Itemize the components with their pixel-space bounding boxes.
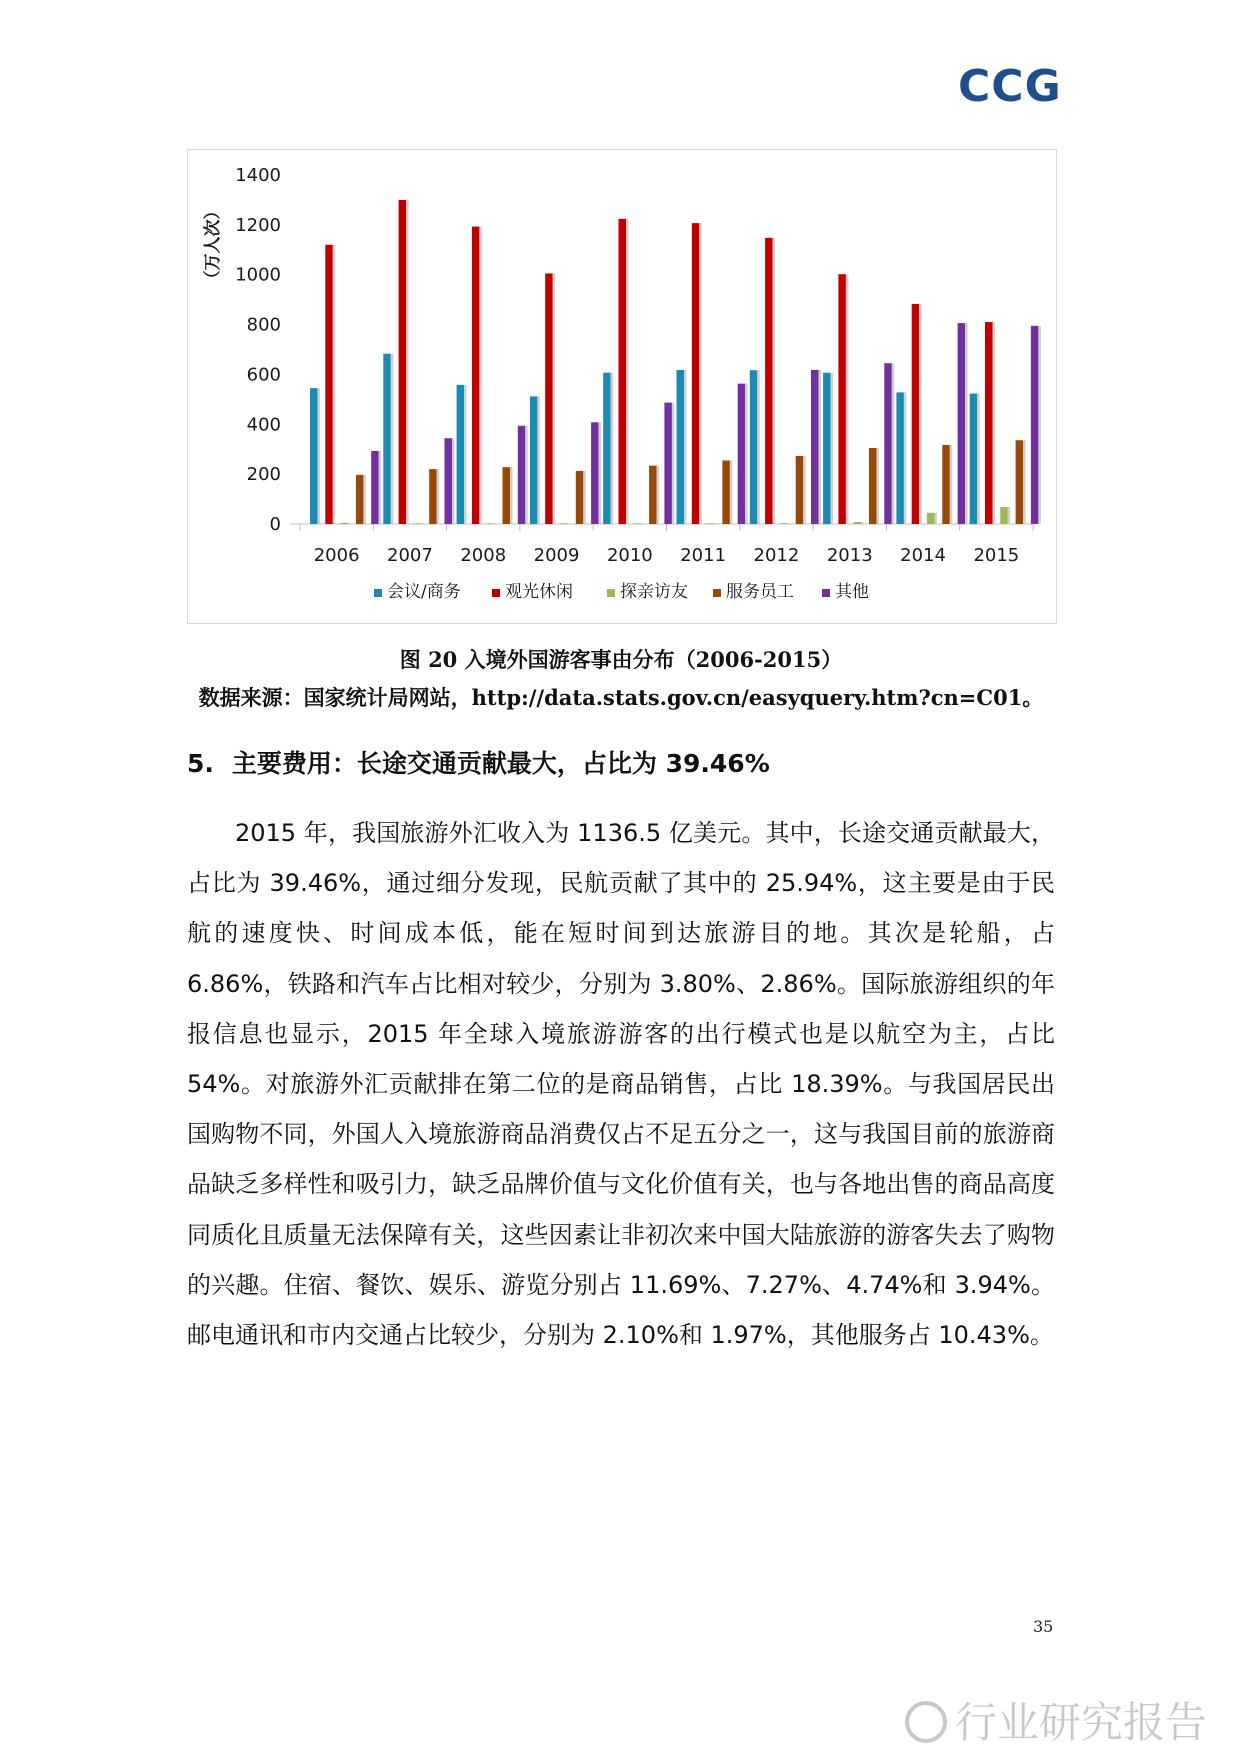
x-tick-label: 2014: [900, 545, 946, 566]
x-tick-label: 2011: [680, 545, 727, 566]
legend-label: 会议/商务: [387, 582, 461, 602]
bar-shadow: [363, 475, 366, 524]
bar: [912, 304, 920, 524]
bar-shadow: [568, 523, 571, 524]
bar-shadow: [819, 370, 822, 524]
bar: [576, 471, 584, 524]
bar-shadow: [672, 403, 675, 524]
bar: [371, 451, 379, 524]
bar: [738, 384, 746, 524]
bar: [896, 392, 904, 524]
figure-close: ）: [821, 648, 843, 672]
legend-label: 其他: [835, 582, 869, 602]
legend-label: 探亲访友: [620, 582, 688, 602]
source-caption: [187, 682, 1055, 712]
bar-shadow: [421, 523, 424, 524]
source-label: 数据来源：国家统计局网站，: [198, 686, 472, 710]
legend-swatch: [374, 589, 382, 597]
bar: [341, 523, 349, 524]
bar: [399, 200, 407, 524]
bar: [664, 403, 672, 524]
bar-shadow: [348, 523, 351, 524]
bar: [722, 460, 730, 524]
y-tick-label: 1000: [235, 264, 281, 286]
y-tick-label: 400: [246, 414, 281, 436]
bar: [530, 396, 538, 524]
bar: [942, 445, 950, 524]
bar-shadow: [788, 523, 791, 524]
bar-shadow: [495, 523, 498, 524]
bar: [503, 467, 511, 524]
figure-prefix: 图: [399, 648, 429, 672]
figure-number: 20: [428, 647, 458, 672]
bar-shadow: [993, 322, 996, 524]
bar-shadow: [684, 370, 687, 524]
bar-shadow: [379, 451, 382, 524]
x-tick-label: 2015: [973, 545, 1020, 566]
bar: [1016, 440, 1024, 524]
bar: [970, 394, 978, 524]
watermark-text: 行业研究报告: [955, 1698, 1208, 1747]
x-tick-label: 2006: [313, 545, 360, 566]
figure-title: 入境外国游客事由分布（: [457, 648, 696, 672]
bar-shadow: [537, 396, 540, 524]
bar-shadow: [877, 448, 880, 524]
bar: [1000, 507, 1008, 524]
section-number: 5.: [187, 749, 214, 778]
x-tick-label: 2009: [533, 545, 580, 566]
bar-shadow: [803, 456, 806, 524]
body-paragraph: 2015 年，我国旅游外汇收入为 1136.5 亿美元。其中，长途交通贡献最大，占比为 39.46%，通过细分发现，民航贡献了其中的 25.94%，这主要是由于民航的速度快、时间成本低，能在短时间到达旅游目的地。其次是轮船，占 6.86%，铁路和汽车占比相对较少，分别为 3.80%、2.86%。国际旅游组织的年报信息也显示，2015 年全球入境旅游游客的出行模式也是以航空为主，占比 54%。对旅游外汇贡献排在第二位的是商品销售，占比 18.39%。与我国居民出国购物不同，外国人入境旅游商品消费仅占不足五分之一，这与我国目前的旅游商品缺乏多样性和吸引力，缺乏品牌价值与文化价值有关，也与各地出售的商品高度同质化且质量无法保障有关，这些因素让非初次来中国大陆旅游的游客失去了购物的兴趣。住宿、餐饮、娱乐、游览分别占 11.69%、7.27%、4.74%和 3.94%。邮电通讯和市内交通占比较少，分别为 2.10%和 1.97%，其他服务占 10.43%。: [187, 819, 1055, 1350]
bar: [310, 388, 318, 524]
legend-swatch: [492, 589, 500, 597]
bar-shadow: [479, 227, 482, 524]
bar-shadow: [626, 219, 629, 524]
legend-swatch: [713, 589, 721, 597]
bar: [677, 370, 685, 524]
bar: [472, 227, 480, 524]
bar: [545, 273, 553, 524]
x-tick-label: 2008: [460, 545, 507, 566]
bar-shadow: [699, 223, 702, 524]
x-tick-label: 2012: [753, 545, 800, 566]
ccg-logo: CCG: [958, 61, 1062, 112]
bar-shadow: [437, 469, 440, 524]
figure-years: 2006-2015: [695, 647, 822, 672]
bar: [445, 438, 453, 524]
bar-shadow: [641, 523, 644, 524]
bar-shadow: [452, 438, 455, 524]
bar: [811, 370, 819, 524]
bar-shadow: [406, 200, 409, 524]
y-tick-label: 0: [269, 514, 281, 535]
bar: [692, 223, 700, 524]
y-tick-label: 600: [246, 364, 281, 386]
bar-shadow: [333, 245, 336, 524]
section-heading: [187, 744, 1067, 780]
source-end: 。: [1022, 686, 1044, 710]
bar: [356, 475, 364, 524]
bar: [634, 523, 642, 524]
legend-swatch: [607, 589, 615, 597]
bar: [603, 373, 611, 524]
x-tick-label: 2007: [387, 545, 433, 566]
bar-shadow: [965, 323, 968, 524]
bar-shadow: [935, 513, 938, 524]
bar-shadow: [525, 426, 528, 524]
y-tick-label: 200: [246, 464, 281, 486]
bar-shadow: [919, 304, 922, 524]
y-tick-label: 1200: [235, 214, 281, 236]
source-url: http://data.stats.gov.cn/easyquery.htm?cn=C01: [471, 685, 1023, 710]
y-axis-label: （万人次）: [203, 202, 223, 288]
bar: [457, 385, 465, 524]
page-number: 35: [1033, 1617, 1054, 1636]
bar: [383, 354, 391, 524]
bar-shadow: [510, 467, 513, 524]
bar: [619, 219, 627, 524]
bar: [591, 422, 599, 524]
bar: [884, 363, 892, 524]
bar: [414, 523, 422, 524]
bar-shadow: [599, 422, 602, 524]
bar-shadow: [657, 466, 660, 524]
bar: [958, 323, 966, 524]
bar-shadow: [757, 370, 760, 524]
bar: [325, 245, 333, 524]
y-tick-label: 800: [246, 314, 281, 336]
bar-shadow: [831, 373, 834, 524]
bar-shadow: [1038, 326, 1041, 524]
bar: [1031, 326, 1039, 524]
bar-shadow: [583, 471, 586, 524]
bar-shadow: [745, 384, 748, 524]
bar: [765, 238, 773, 524]
bar: [985, 322, 993, 524]
bar-shadow: [861, 522, 864, 524]
bar: [518, 426, 526, 524]
bar-shadow: [611, 373, 614, 524]
chart-svg: [188, 150, 1056, 623]
bar: [649, 466, 657, 524]
bar-shadow: [553, 273, 556, 524]
bar: [823, 373, 831, 524]
bar-shadow: [464, 385, 467, 524]
bar: [869, 448, 877, 524]
bar-shadow: [904, 392, 907, 524]
legend-swatch: [822, 589, 830, 597]
bar-shadow: [977, 394, 980, 524]
zhihu-like-icon: [905, 1701, 947, 1743]
bar: [707, 523, 715, 524]
bar-shadow: [730, 460, 733, 524]
bar-shadow: [950, 445, 953, 524]
figure-caption: [187, 644, 1055, 674]
watermark: [905, 1690, 1207, 1750]
bar-chart: [187, 149, 1057, 624]
bar-shadow: [1023, 440, 1026, 524]
bar-shadow: [892, 363, 895, 524]
bar: [487, 523, 495, 524]
legend-label: 观光休闲: [505, 582, 573, 602]
bar: [796, 456, 804, 524]
legend-label: 服务员工: [726, 582, 794, 602]
bar: [750, 370, 758, 524]
bar-shadow: [715, 523, 718, 524]
bar-shadow: [773, 238, 776, 524]
bar: [561, 523, 569, 524]
x-tick-label: 2010: [606, 545, 653, 566]
bar: [429, 469, 437, 524]
y-tick-label: 1400: [235, 165, 281, 186]
bar: [854, 522, 862, 524]
bar-shadow: [846, 274, 849, 524]
bar-shadow: [1008, 507, 1011, 524]
bar: [838, 274, 846, 524]
bar: [780, 523, 788, 524]
bar-shadow: [391, 354, 394, 524]
bar: [927, 513, 935, 524]
section-title: 主要费用：长途交通贡献最大，占比为 39.46%: [231, 749, 770, 778]
x-tick-label: 2013: [826, 545, 873, 566]
bar-shadow: [318, 388, 321, 524]
